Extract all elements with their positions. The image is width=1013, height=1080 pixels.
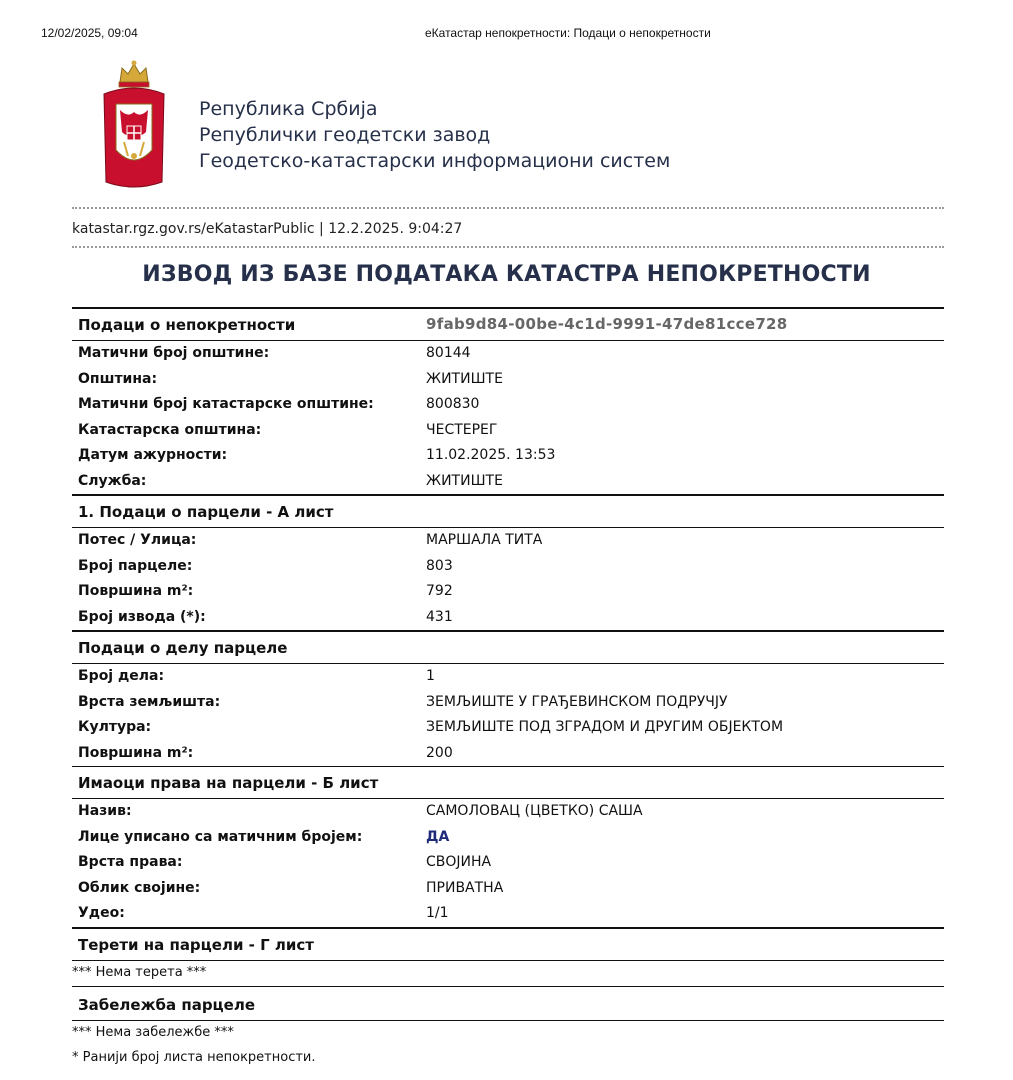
row-label: Број дела: bbox=[78, 668, 165, 684]
footnote-text: * Ранији број листа непокретности. bbox=[72, 1049, 316, 1065]
row-label: Површина m²: bbox=[78, 583, 194, 599]
section-burdens-header bbox=[72, 927, 944, 961]
note-text: *** Нема терета *** bbox=[72, 964, 207, 980]
table-row bbox=[72, 605, 944, 631]
burdens-note bbox=[72, 961, 944, 987]
row-label: Врста права: bbox=[78, 854, 183, 870]
table-row bbox=[72, 443, 944, 469]
row-value: МАРШАЛА ТИТА bbox=[426, 532, 543, 548]
table-row bbox=[72, 341, 944, 367]
row-label: Број извода (*): bbox=[78, 608, 206, 625]
property-id: 9fab9d84-00be-4c1d-9991-47de81cce728 bbox=[426, 315, 788, 333]
table-row bbox=[72, 579, 944, 605]
row-label: Површина m²: bbox=[78, 744, 194, 761]
table-row bbox=[72, 876, 944, 902]
table-row bbox=[72, 367, 944, 393]
section-title: Забележба парцеле bbox=[78, 995, 256, 1014]
row-label: Служба: bbox=[78, 472, 147, 489]
section-title: Подаци о непокретности bbox=[78, 316, 296, 334]
section-owners-header bbox=[72, 766, 944, 799]
print-datetime: 12/02/2025, 09:04 bbox=[41, 26, 138, 40]
row-label: Матични број општине: bbox=[78, 345, 270, 361]
org-system: Геодетско-катастарски информациони систем bbox=[199, 150, 671, 172]
org-country: Република Србија bbox=[199, 98, 378, 120]
row-value: 800830 bbox=[426, 396, 480, 412]
row-value: ЖИТИШТЕ bbox=[426, 472, 503, 489]
print-page-title: еКатастар непокретности: Подаци о непокретности bbox=[425, 26, 711, 40]
row-label: Потес / Улица: bbox=[78, 532, 197, 548]
row-value: 803 bbox=[426, 557, 453, 574]
row-value: ЗЕМЉИШТЕ ПОД ЗГРАДОМ И ДРУГИМ ОБЈЕКТОМ bbox=[426, 719, 784, 735]
section-parcel-part-header bbox=[72, 630, 944, 664]
row-label: Број парцеле: bbox=[78, 557, 193, 574]
section-title: 1. Подаци о парцели - А лист bbox=[78, 503, 334, 521]
row-value: 1/1 bbox=[426, 905, 449, 921]
table-row bbox=[72, 715, 944, 741]
row-value: САМОЛОВАЦ (ЦВЕТКО) САША bbox=[426, 803, 643, 819]
row-value: СВОЈИНА bbox=[426, 854, 492, 870]
row-label: Катастарска општина: bbox=[78, 421, 262, 438]
section-title: Подаци о делу парцеле bbox=[78, 639, 288, 657]
org-institute: Републички геодетски завод bbox=[199, 124, 491, 146]
table-row bbox=[72, 799, 944, 825]
remarks-note bbox=[72, 1021, 944, 1046]
row-value: 1 bbox=[426, 668, 435, 684]
table-row bbox=[72, 901, 944, 927]
table-row bbox=[72, 825, 944, 851]
extract-table bbox=[72, 307, 944, 1071]
section-parcel-header bbox=[72, 494, 944, 528]
row-value: ПРИВАТНА bbox=[426, 879, 504, 896]
divider-top bbox=[72, 207, 944, 209]
section-property-header bbox=[72, 307, 944, 341]
document-title: ИЗВОД ИЗ БАЗЕ ПОДАТАКА КАТАСТРА НЕПОКРЕТНОСТИ bbox=[142, 262, 871, 287]
section-title: Имаоци права на парцели - Б лист bbox=[78, 774, 379, 792]
table-row bbox=[72, 392, 944, 418]
row-value: 431 bbox=[426, 608, 453, 625]
row-label: Култура: bbox=[78, 719, 152, 735]
table-row bbox=[72, 690, 944, 716]
row-value: ЧЕСТЕРЕГ bbox=[426, 421, 498, 438]
row-label: Општина: bbox=[78, 370, 158, 387]
row-label: Назив: bbox=[78, 803, 132, 819]
table-row bbox=[72, 528, 944, 554]
source-line: katastar.rgz.gov.rs/eKatastarPublic | 12.2.2025. 9:04:27 bbox=[72, 221, 463, 237]
serbian-coat-of-arms-icon bbox=[98, 60, 170, 190]
note-text: *** Нема забележбе *** bbox=[72, 1024, 234, 1040]
table-row bbox=[72, 469, 944, 495]
print-header bbox=[0, 26, 1013, 42]
row-label: Удео: bbox=[78, 905, 125, 921]
row-value: ДА bbox=[426, 828, 450, 845]
row-value: ЗЕМЉИШТЕ У ГРАЂЕВИНСКОМ ПОДРУЧЈУ bbox=[426, 693, 728, 710]
section-remarks-header bbox=[72, 989, 944, 1021]
row-label: Лице уписано са матичним бројем: bbox=[78, 828, 363, 845]
row-value: 80144 bbox=[426, 345, 471, 361]
row-value: ЖИТИШТЕ bbox=[426, 370, 503, 387]
row-value: 11.02.2025. 13:53 bbox=[426, 447, 556, 463]
table-row bbox=[72, 850, 944, 876]
row-label: Матични број катастарске општине: bbox=[78, 396, 374, 412]
table-row bbox=[72, 554, 944, 580]
table-row bbox=[72, 664, 944, 690]
row-label: Датум ажурности: bbox=[78, 447, 228, 463]
organization-block bbox=[199, 96, 670, 174]
row-value: 200 bbox=[426, 744, 453, 761]
footnote bbox=[72, 1046, 944, 1071]
divider-bottom bbox=[72, 246, 944, 248]
table-row bbox=[72, 418, 944, 444]
row-value: 792 bbox=[426, 583, 453, 599]
section-title: Терети на парцели - Г лист bbox=[78, 935, 314, 954]
table-row bbox=[72, 741, 944, 767]
row-label: Облик својине: bbox=[78, 879, 201, 896]
row-label: Врста земљишта: bbox=[78, 693, 221, 710]
